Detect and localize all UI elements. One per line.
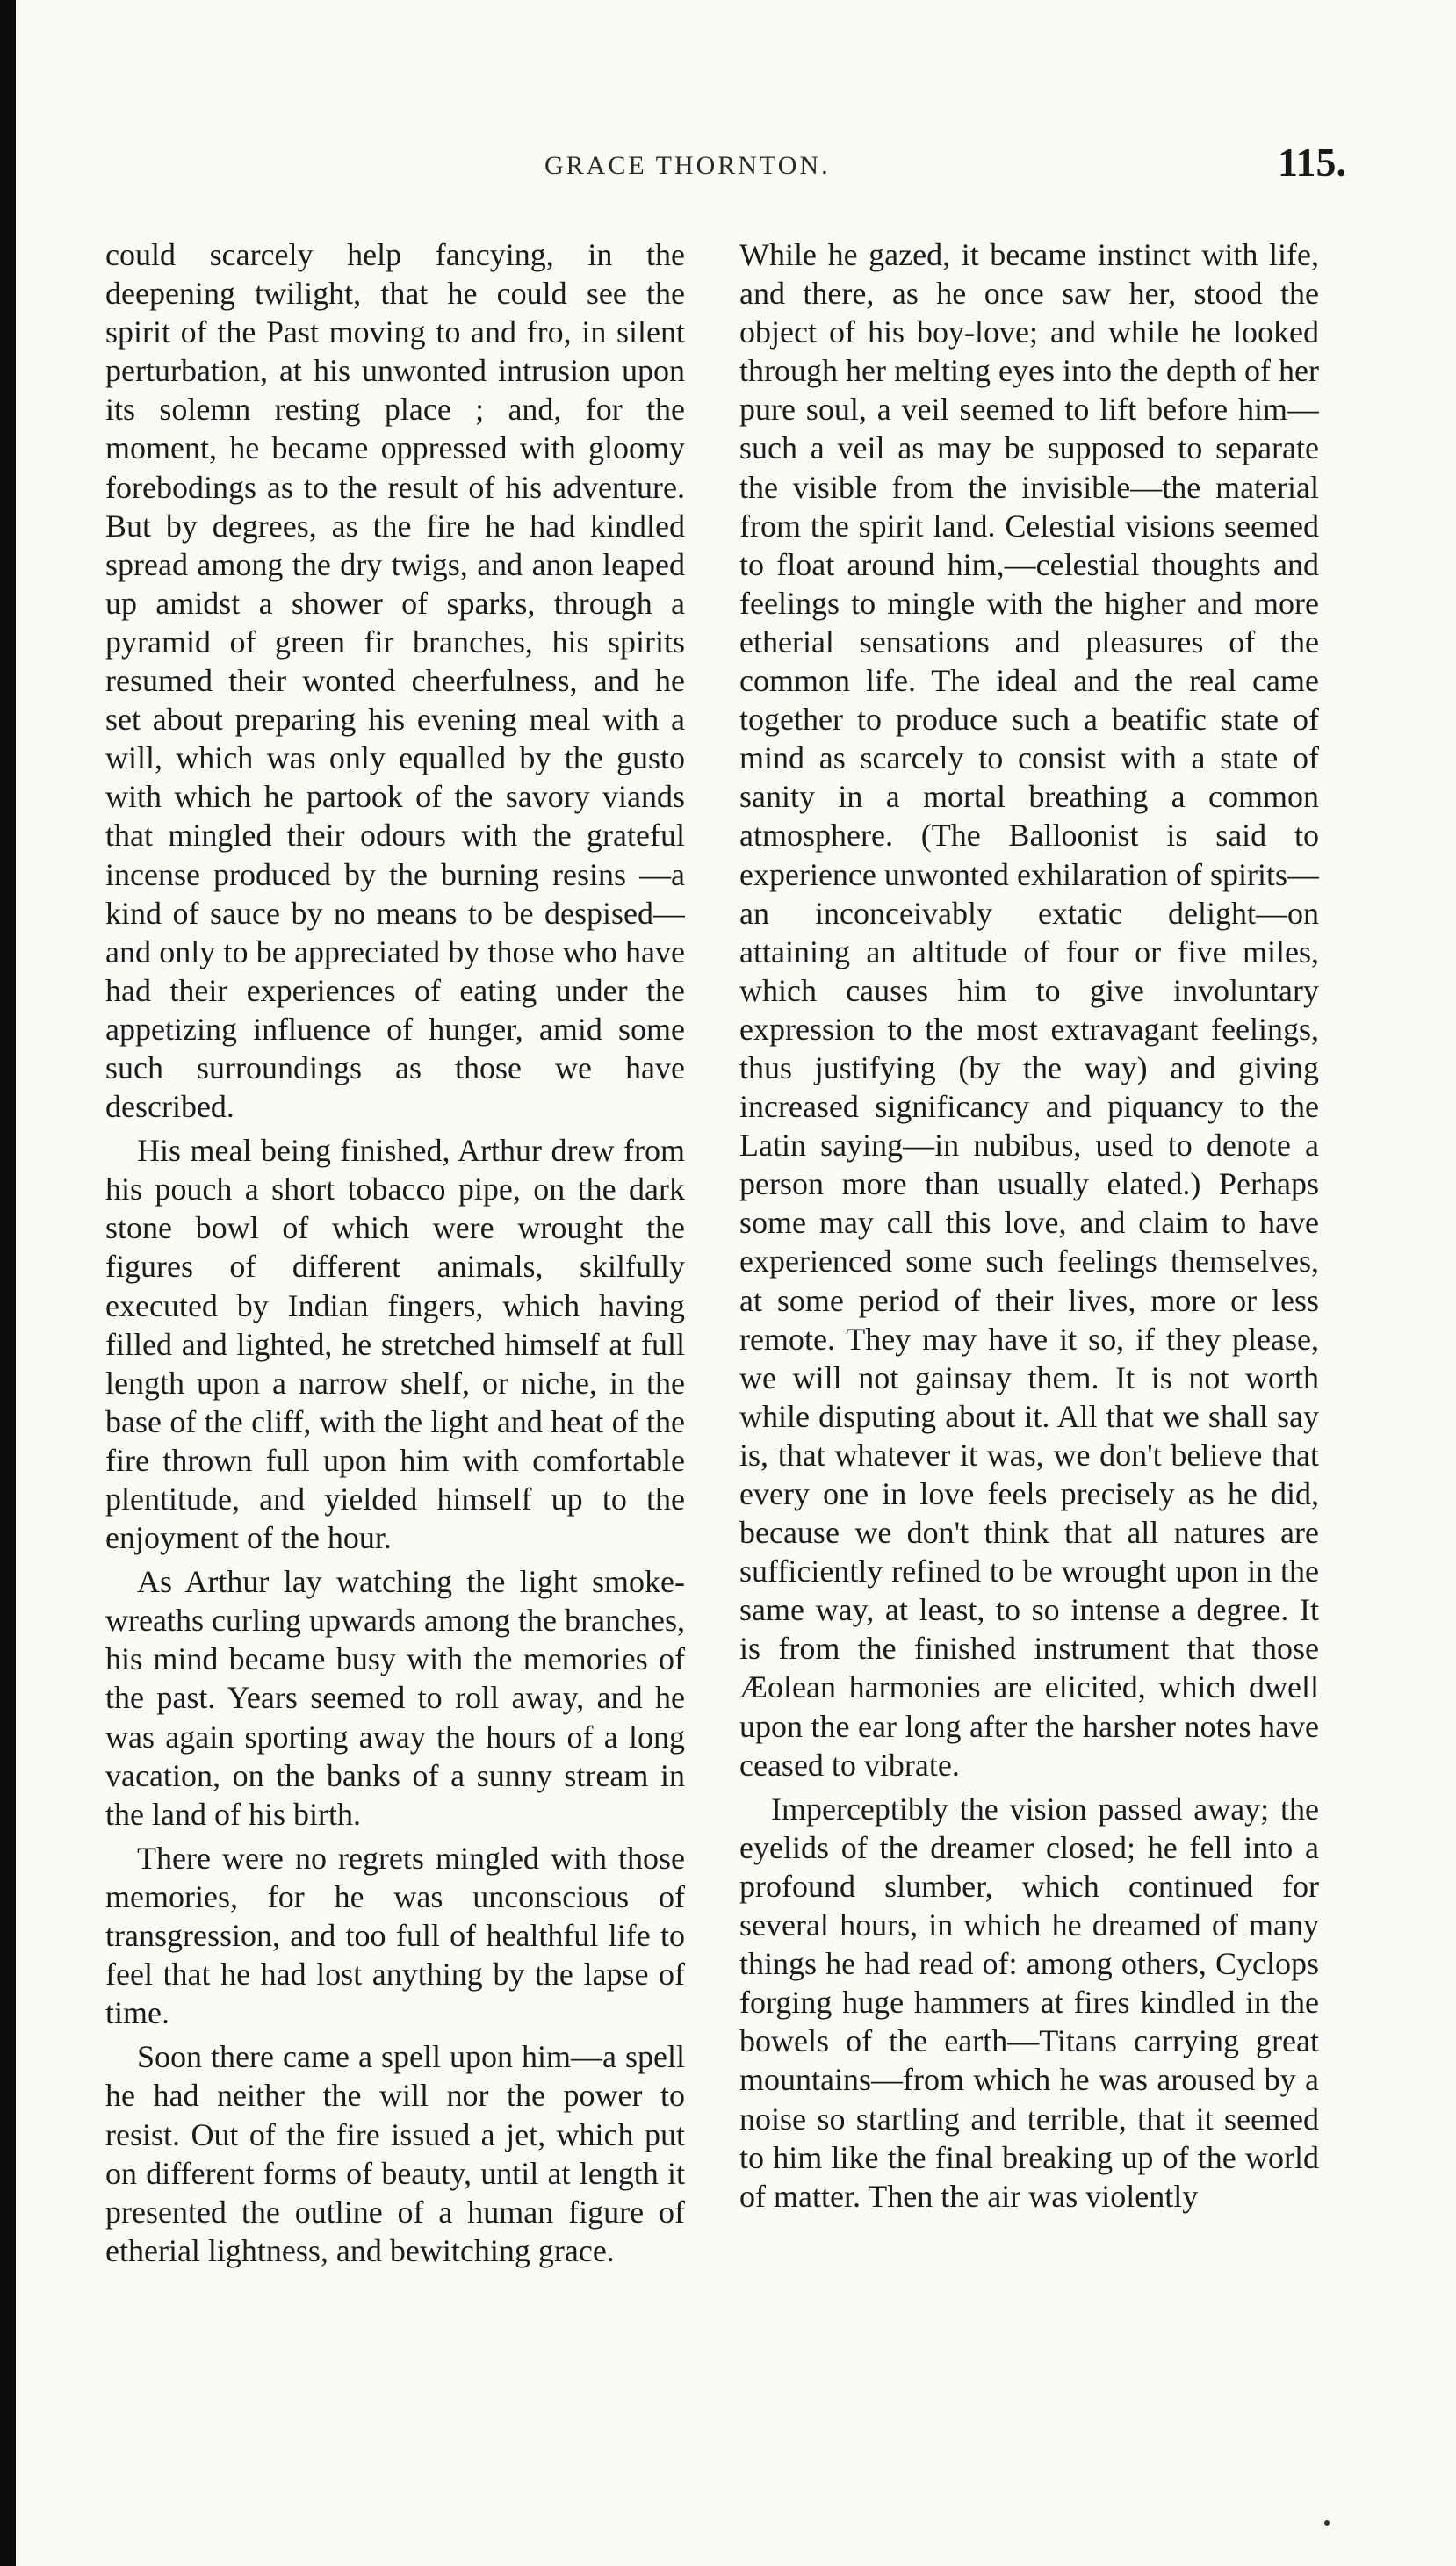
paragraph: Imperceptibly the vision passed away; the eyelids of the dreamer closed; he fell into a profound slumber, which continued for several hours, in which he dreamed of many things he had read of: among others, Cyclops forging huge hammers at fires kindled in the bowels of the earth—Titans carrying great mountains—from which he was aroused by a noise so startling and terrible, that it seemed to him like the final breaking up of the world of matter. Then the air was violently [739, 1791, 1319, 2214]
running-header [0, 139, 1456, 191]
paragraph: Soon there came a spell upon him—a spell he had neither the will nor the power to resist. Out of the fire issued a jet, which put on different forms of beauty, until at length it presented the outline of a human figure of etherial lightness, and bewitching grace. [105, 2039, 685, 2268]
ink-speck [1324, 2520, 1330, 2526]
page-number: 115. [1278, 140, 1346, 184]
paragraph: As Arthur lay watching the light smoke-wreaths curling upwards among the branches, his mind became busy with the memories of the past. Years seemed to roll away, and he was again sporting away the hours of a long vacation, on the banks of a sunny stream in the land of his birth. [105, 1564, 685, 1832]
book-binding-shadow [0, 0, 16, 2566]
paragraph: There were no regrets mingled with those memories, for he was unconscious of transgression, and too full of healthful life to feel that he had lost anything by the lapse of time. [105, 1840, 685, 2031]
paragraph: His meal being finished, Arthur drew from his pouch a short tobacco pipe, on the dark stone bowl of which were wrought the figures of different animals, skilfully executed by Indian fingers, which having filled and lighted, he stretched himself at full length upon a narrow shelf, or niche, in the base of the cliff, with the light and heat of the fire thrown full upon him with comfortable plentitude, and yielded himself up to the enjoyment of the hour. [105, 1133, 685, 1556]
left-text-column [105, 235, 685, 2448]
running-title: GRACE THORNTON. [544, 151, 831, 180]
paragraph: While he gazed, it became instinct with life, and there, as he once saw her, stood the object of his boy-love; and while he looked through her melting eyes into the depth of her pure soul, a veil seemed to lift before him—such a veil as may be supposed to separate the visible from the invisible—the material from the spirit land. Celestial visions seemed to float around him,—celestial thoughts and feelings to mingle with the higher and more etherial sensations and pleasures of the common life. The ideal and the real came together to produce such a beatific state of mind as scarcely to consist with a state of sanity in a mortal breathing a common atmosphere. (The Balloonist is said to experience unwonted exhilaration of spirits—an inconceivably extatic delight—on attaining an altitude of four or five miles, which causes him to give involuntary expression to the most extravagant feelings, thus justifying (by the way) and giving increased significancy and piquancy to the Latin saying—in nubibus, used to denote a person more than usually elated.) Perhaps some may call this love, and claim to have experienced some such feelings themselves, at some period of their lives, more or less remote. They may have it so, if they please, we will not gainsay them. It is not worth while disputing about it. All that we shall say is, that whatever it was, we don't believe that every one in love feels precisely as he did, because we don't think that all natures are sufficiently refined to be wrought upon in the same way, at least, to so intense a degree. It is from the finished instrument that those Æolean harmonies are elicited, which dwell upon the ear long after the harsher notes have ceased to vibrate. [739, 237, 1319, 1783]
paragraph: could scarcely help fancying, in the deepening twilight, that he could see the spirit of the Past moving to and fro, in silent perturbation, at his unwonted intrusion upon its solemn resting place ; and, for the moment, he became oppressed with gloomy forebodings as to the result of his adventure. But by degrees, as the fire he had kindled spread among the dry twigs, and anon leaped up amidst a shower of sparks, through a pyramid of green fir branches, his spirits resumed their wonted cheerfulness, and he set about preparing his evening meal with a will, which was only equalled by the gusto with which he partook of the savory viands that mingled their odours with the grateful incense produced by the burning resins —a kind of sauce by no means to be despised—and only to be appreciated by those who have had their experiences of eating under the appetizing influence of hunger, amid some such surroundings as those we have described. [105, 237, 685, 1125]
right-text-column [739, 235, 1319, 2448]
